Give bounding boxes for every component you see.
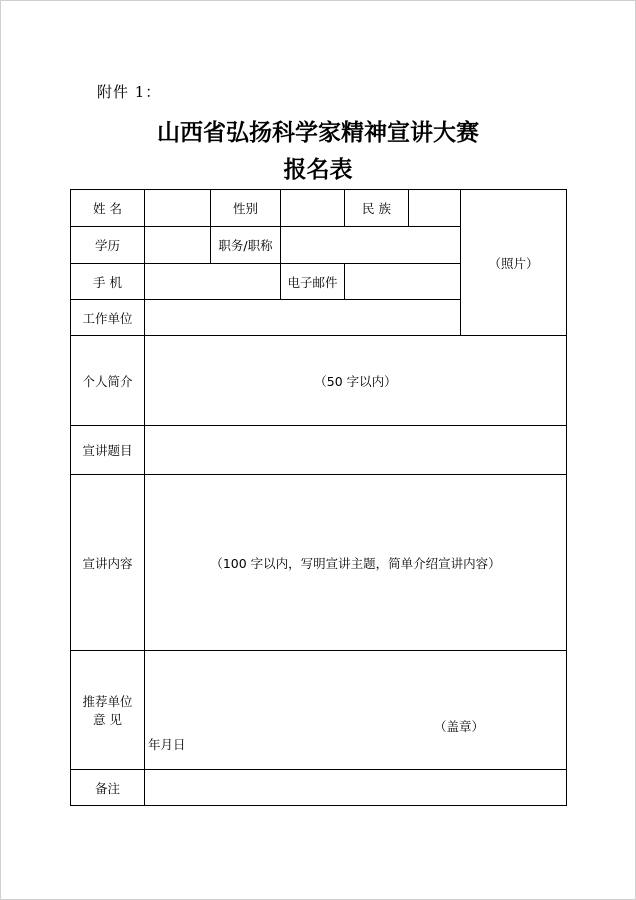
recommend-label-line2: 意 见 — [93, 712, 122, 727]
row-name — [71, 190, 567, 227]
remarks-field[interactable] — [145, 770, 567, 806]
email-field[interactable] — [345, 264, 461, 300]
topic-field[interactable] — [145, 426, 567, 475]
content-label: 宣讲内容 — [71, 475, 145, 651]
bio-field[interactable] — [145, 336, 567, 426]
education-label: 学历 — [71, 227, 145, 264]
position-field[interactable] — [281, 227, 461, 264]
recommend-field[interactable] — [145, 651, 567, 770]
row-recommend — [71, 651, 567, 770]
name-label: 姓 名 — [71, 190, 145, 227]
gender-field[interactable] — [281, 190, 345, 227]
photo-cell[interactable] — [461, 190, 567, 336]
position-label: 职务/职称 — [211, 227, 281, 264]
workplace-label: 工作单位 — [71, 300, 145, 336]
workplace-field[interactable] — [145, 300, 461, 336]
bio-label: 个人简介 — [71, 336, 145, 426]
remarks-label: 备注 — [71, 770, 145, 806]
ethnicity-field[interactable] — [409, 190, 461, 227]
bio-hint: （50 字以内） — [314, 373, 397, 389]
attachment-label: 附件 1： — [97, 83, 162, 101]
registration-form-table — [70, 189, 567, 806]
education-field[interactable] — [145, 227, 211, 264]
document-subtitle: 报名表 — [283, 156, 353, 183]
row-bio — [71, 336, 567, 426]
ethnicity-label: 民 族 — [345, 190, 409, 227]
recommend-label — [71, 651, 145, 770]
row-topic — [71, 426, 567, 475]
seal-text: （盖章） — [434, 719, 485, 734]
row-content — [71, 475, 567, 651]
gender-label: 性别 — [211, 190, 281, 227]
topic-label: 宣讲题目 — [71, 426, 145, 475]
phone-label: 手 机 — [71, 264, 145, 300]
row-remarks — [71, 770, 567, 806]
date-text: 年月日 — [148, 737, 186, 752]
document-title: 山西省弘扬科学家精神宣讲大赛 — [157, 119, 479, 146]
recommend-label-line1: 推荐单位 — [82, 694, 133, 709]
content-field[interactable] — [145, 475, 567, 651]
name-field[interactable] — [145, 190, 211, 227]
phone-field[interactable] — [145, 264, 281, 300]
content-hint: （100 字以内，写明宣讲主题，简单介绍宣讲内容） — [210, 555, 501, 571]
photo-label: （照片） — [488, 255, 539, 271]
email-label: 电子邮件 — [281, 264, 345, 300]
